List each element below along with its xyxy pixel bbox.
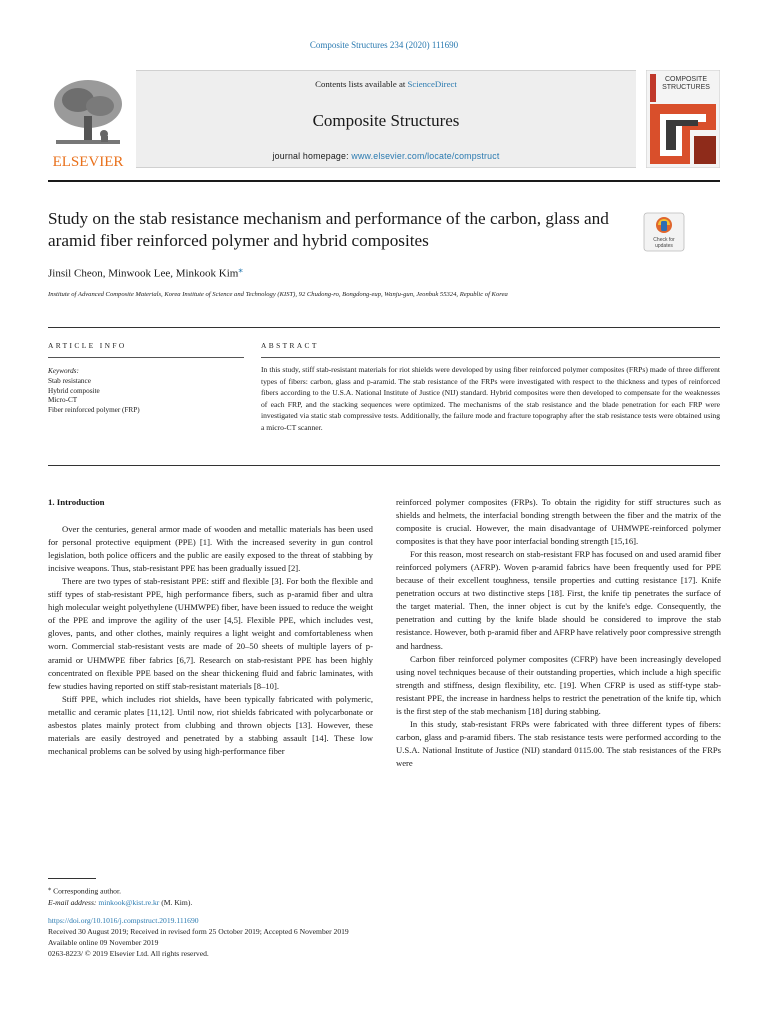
article-dates: Received 30 August 2019; Received in revised form 25 October 2019; Accepted 6 November 2019	[48, 927, 349, 936]
article-info-heading: ARTICLE INFO	[48, 341, 127, 350]
body-paragraph: reinforced polymer composites (FRPs). To obtain the rigidity for stiff structures such as shields and helmets, the interfacial bonding strength between the fiber and the matrix of the composite is crucial. However, the main disadvantage of UHMWPE-reinforced polymer composites is that they have poor interfacial bonding strength [15,16].	[396, 497, 721, 547]
journal-cover-thumbnail	[646, 70, 720, 168]
cover-title-line2: STRUCTURES	[662, 84, 710, 91]
journal-citation[interactable]: Composite Structures 234 (2020) 111690	[309, 40, 459, 50]
keyword-item: Micro-CT	[48, 396, 78, 405]
email-link[interactable]: minkook@kist.re.kr	[98, 897, 160, 907]
abstract-heading: ABSTRACT	[261, 341, 319, 350]
journal-masthead	[48, 70, 720, 170]
keywords-block	[48, 367, 140, 416]
footnote-rule	[48, 878, 96, 879]
author-list: Jinsil Cheon, Minwook Lee, Minkook Kim⁎	[48, 264, 243, 280]
journal-name: Composite Structures	[312, 111, 460, 130]
abstract-rule	[261, 357, 720, 358]
article-info-rule	[48, 357, 244, 358]
header-band	[136, 70, 636, 168]
author-affiliation: Institute of Advanced Composite Materials, Korea Institute of Science and Technology (KIST), 92 Chudong-ro, Bongdong-eup, Wanju-gun, Jeonbuk 55324, Republic of Korea	[48, 291, 508, 298]
body-paragraph: Over the centuries, general armor made of wooden and metallic materials has been used for personal protective equipment (PPE) [1]. With the increased severity in gun control legislation, both police officers and the public are easily exposed to the threat of stabbing by incisive weapons. Thus, stab-resistant PPE has been gradually issued [2].	[48, 524, 373, 574]
keyword-item: Fiber reinforced polymer (FRP)	[48, 406, 140, 415]
elsevier-tree-logo	[48, 76, 128, 170]
body-column-right	[396, 496, 721, 770]
homepage-link[interactable]: www.elsevier.com/locate/compstruct	[351, 151, 500, 161]
body-paragraph: For this reason, most research on stab-resistant FRP has focused on and used aramid fiber reinforced polymers (AFRP). Woven p-aramid fabrics have been frequently used for PPE because of their excellent toughness, tensile properties and cutting resistance [17]. Knife penetration occurs at two distinctive steps [18]. First, the knife tip penetrates the surface of the target material. Then, the inner object is cut by the knife's edge. Consequently, the penetration and cutting by the knife blade should be considered to improve the stab resistance. However, both p-aramid fiber and AFRP have relatively poor compressive strength and hardness.	[396, 549, 721, 651]
cover-title-line1: COMPOSITE	[664, 76, 708, 83]
corresponding-author-mark[interactable]: ⁎	[238, 264, 243, 274]
body-column-left	[48, 496, 373, 758]
contents-line: Contents lists available at ScienceDirect	[315, 79, 457, 89]
homepage-line: journal homepage: www.elsevier.com/locate/compstruct	[272, 151, 500, 161]
keyword-item: Hybrid composite	[48, 386, 100, 395]
copyright-line: 0263-8223/ © 2019 Elsevier Ltd. All rights reserved.	[48, 949, 209, 958]
header-rule	[48, 180, 720, 182]
body-paragraph: Stiff PPE, which includes riot shields, have been typically fabricated with polymeric, metallic and ceramic plates [11,12]. Until now, riot shields fabricated with polycarbonate or asbestos plates mainly protect from clubbing and thrown objects [13]. However, these materials are easily destroyed and penetrated by a stabbing assault [14]. These low mechanical problems can be solved by using high-performance fiber	[48, 693, 373, 756]
article-footer	[48, 915, 349, 959]
section-rule	[48, 465, 720, 466]
crossmark-line2: updates	[655, 243, 673, 249]
footnote: ⁎ Corresponding author. E-mail address: minkook@kist.re.kr (M. Kim).	[48, 885, 193, 907]
footnote-mark: ⁎	[48, 885, 52, 892]
abstract-text: In this study, stiff stab-resistant materials for riot shields were developed by using fiber reinforced polymer composites (FRPs) made of three different types of fibers: carbon, glass and p-aramid. The stab resistance of the FRPs were investigated with respect to the thickness and types of reinforced fibers according to the U.S.A. National Institute of Justice (NIJ) standard. Hybrid composites were then developed to compensate for the weaknesses of each FRP, and the stacking sequences were optimized. The mechanisms of the stab resistance and the blade penetration for each FRP were investigated via static stab compressive tests. Additionally, the failure mode and fracture topography after the stab resistance tests were obtained using a micro-CT scanner.	[261, 365, 720, 432]
check-for-updates-icon[interactable]	[643, 212, 685, 252]
publisher-name: ELSEVIER	[52, 154, 124, 170]
body-paragraph: There are two types of stab-resistant PPE: stiff and flexible [3]. For both the flexible and stiff types of stab-resistant PPE, high performance fibers, such as p-aramid fiber and ultra high molecular weight polyethylene (UHMWPE) fiber, have been issued to reduce the weight of the PPE and improve the agility of the user [4,5]. Flexible PPE, which includes vest, gloves, pants, and other clothes, mainly requires a light weight and comfortableness when worn. Commercial stab-resistant vests are made of 20–50 sheets of multiple layers of p-aramid or UHMWPE fiber fabrics [6,7]. Research on stab-resistant PPE has been highly concentrated on flexible PPE based on the shear thickening fluid and fabric laminates, with few studies having reported on stiff stab-resistant materials [8–10].	[48, 576, 373, 691]
sciencedirect-link[interactable]: ScienceDirect	[407, 79, 457, 89]
doi-link[interactable]: https://doi.org/10.1016/j.compstruct.2019.111690	[48, 916, 199, 925]
keywords-label: Keywords:	[48, 367, 79, 375]
body-paragraph: Carbon fiber reinforced polymer composites (CFRP) have been increasingly developed using novel techniques because of their outstanding properties, which include a high specific strength and stiffness, design flexibility, etc. [19]. When CFRP is used as stiff-type stab-resistant PPE, the increase in hardness helps to restrict the penetration of the knife tip, which is the first step of the stab mechanism [18] during stabbing.	[396, 653, 721, 716]
online-date: Available online 09 November 2019	[48, 938, 159, 947]
crossmark-line1: Check for	[653, 237, 675, 243]
keyword-item: Stab resistance	[48, 376, 91, 385]
article-title: Study on the stab resistance mechanism and performance of the carbon, glass and aramid fiber reinforced polymer and hybrid composites	[48, 209, 609, 250]
section-rule	[48, 327, 720, 328]
section-heading-introduction: 1. Introduction	[48, 497, 105, 507]
body-paragraph: In this study, stab-resistant FRPs were fabricated with three different types of fibers: carbon, glass and p-aramid fibers. The stab resistance tests were performed according to the U.S.A. National Institute of Justice (NIJ) standard 0115.00. The stab resistances of the FRPs were	[396, 718, 721, 768]
